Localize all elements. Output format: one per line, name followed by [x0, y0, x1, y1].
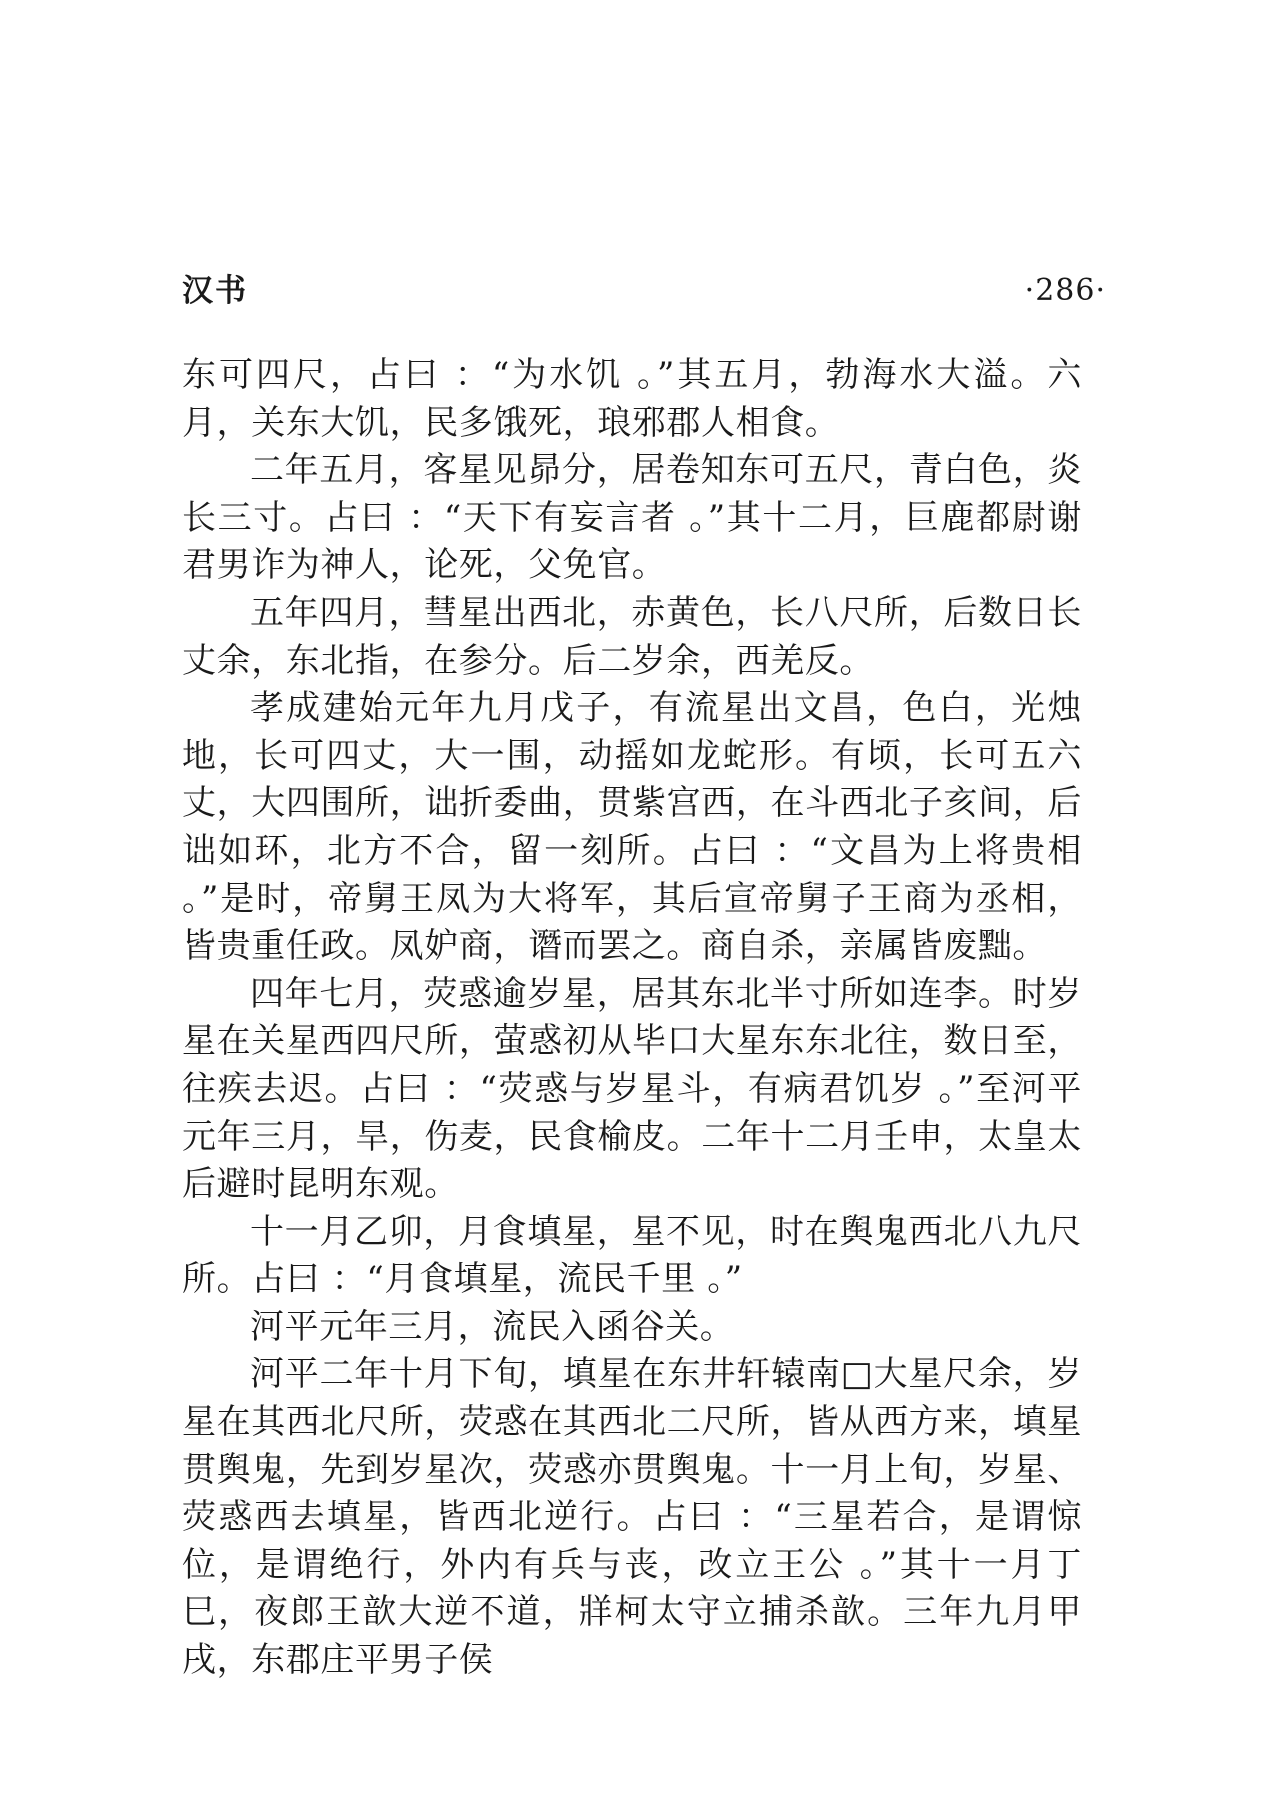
book-title: 汉书	[182, 273, 248, 309]
paragraph-7: 河平元年三月，流民入函谷关。	[250, 1306, 735, 1347]
paragraph-8: 河平二年十月下旬，填星在东井轩辕南□大星尺余，岁星在其西北尺所，荧惑在其西北二尺所，皆从西方来，填星贯舆鬼，先到岁星次，荧惑亦贯舆鬼。十一月上旬，岁星、荧惑西去填星，皆西北逆行。占曰 ：“三星若合，是谓惊位，是谓绝行，外内有兵与丧，改立王公 。”其十一月丁巳，夜郎王歆大逆不道，牂柯太守立捕杀歆。三年九月甲戌，东郡庄平男子侯	[182, 1354, 1082, 1681]
paragraph-3: 五年四月，彗星出西北，赤黄色，长八尺所，后数日长丈余，东北指，在参分。后二岁余，西羌反。	[182, 592, 1082, 681]
page-number: ·286·	[1024, 273, 1106, 308]
paragraph-6: 十一月乙卯，月食填星，星不见，时在舆鬼西北八九尺所。占曰 ：“月食填星，流民千里 。”	[182, 1211, 1082, 1300]
paragraph-4: 孝成建始元年九月戊子，有流星出文昌，色白，光烛地，长可四丈，大一围，动摇如龙蛇形。有顷，长可五六丈，大四围所，诎折委曲，贯紫宫西，在斗西北子亥间，后诎如环，北方不合，留一刻所。占曰 ：“文昌为上将贵相 。”是时，帝舅王凤为大将军，其后宣帝舅子王商为丞相，皆贵重任政。凤妒商，谮而罢之。商自杀，亲属皆废黜。	[182, 688, 1082, 967]
body-text	[182, 352, 1082, 1685]
paragraph-5: 四年七月，荧惑逾岁星，居其东北半寸所如连李。时岁星在关星西四尺所，萤惑初从毕口大星东东北往，数日至，往疾去迟。占曰 ：“荧惑与岁星斗，有病君饥岁 。”至河平元年三月，旱，伤麦，民食榆皮。二年十二月壬申，太皇太后避时昆明东观。	[182, 973, 1082, 1205]
page-header	[182, 268, 1106, 314]
paragraph-2: 二年五月，客星见昴分，居卷知东可五尺，青白色，炎长三寸。占曰 ：“天下有妄言者 。”其十二月，巨鹿都尉谢君男诈为神人，论死，父免官。	[182, 450, 1082, 586]
paragraph-1: 东可四尺，占曰 ：“为水饥 。”其五月，勃海水大溢。六月，关东大饥，民多饿死，琅邪郡人相食。	[182, 355, 1082, 443]
